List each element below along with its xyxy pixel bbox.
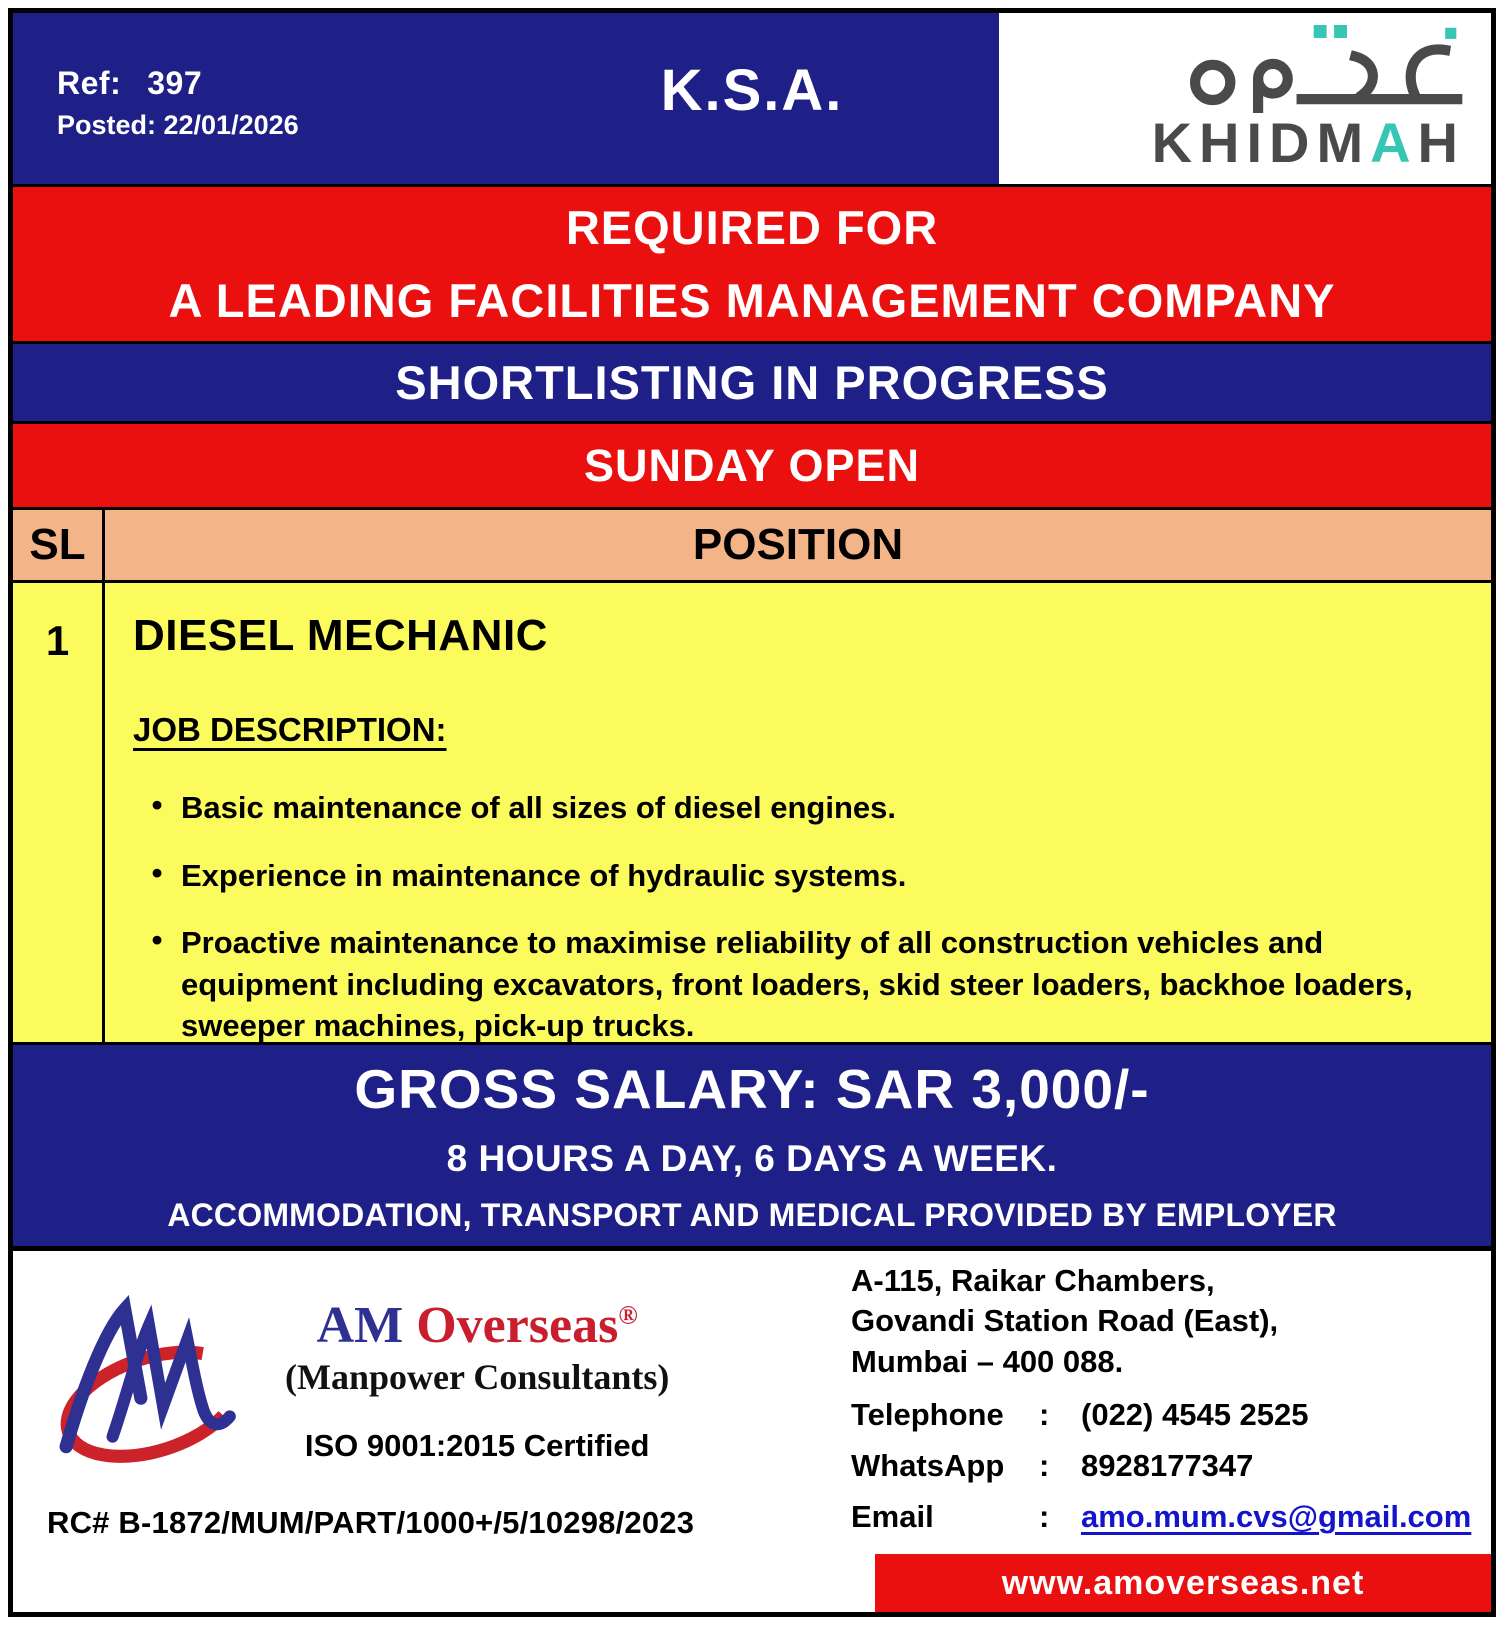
khidmah-text-right: H <box>1417 110 1465 174</box>
email-link[interactable]: amo.mum.cvs@gmail.com <box>1081 1498 1472 1534</box>
benefits-text: ACCOMMODATION, TRANSPORT AND MEDICAL PROVIDED BY EMPLOYER <box>167 1197 1337 1233</box>
footer <box>13 1251 1491 1612</box>
whatsapp-label: WhatsApp <box>851 1447 1005 1483</box>
required-line1: REQUIRED FOR <box>565 201 939 254</box>
bullet-text: Proactive maintenance to maximise reliability of all construction vehicles and equipment including excavators, front loaders, skid steer loaders, backhoe loaders, sweeper machines, pick-up trucks. <box>181 925 1413 1044</box>
required-line2: A LEADING FACILITIES MANAGEMENT COMPANY <box>168 274 1336 327</box>
row-serial-number: 1 <box>13 583 105 1042</box>
sunday-open-text: SUNDAY OPEN <box>583 439 921 491</box>
agency-name-am: AM <box>316 1297 404 1354</box>
telephone-row <box>851 1397 1491 1433</box>
gross-salary-text: GROSS SALARY: SAR 3,000/- <box>354 1058 1150 1120</box>
row-position-cell <box>105 583 1491 1042</box>
job-description-list <box>133 787 1465 1047</box>
table-row <box>13 583 1491 1045</box>
iso-certification: ISO 9001:2015 Certified <box>304 1427 650 1463</box>
country-title: K.S.A. <box>660 58 844 123</box>
email-label: Email <box>851 1498 934 1534</box>
khidmah-arabic-logo <box>1179 25 1465 113</box>
column-header-sl: SL <box>13 510 105 580</box>
address-line: Govandi Station Road (East), <box>851 1303 1279 1339</box>
website-bar[interactable] <box>875 1554 1491 1612</box>
bullet-text: Basic maintenance of all sizes of diesel engines. <box>181 790 896 825</box>
agency-subtitle: (Manpower Consultants) <box>285 1356 670 1397</box>
whatsapp-row <box>851 1448 1491 1484</box>
posted-date: Posted: 22/01/2026 <box>57 110 299 140</box>
contact-block <box>805 1251 1491 1612</box>
address-line: A-115, Raikar Chambers, <box>851 1263 1215 1298</box>
agency-name-block <box>285 1299 669 1464</box>
email-row <box>851 1499 1491 1535</box>
registered-trademark-icon: ® <box>618 1300 638 1330</box>
agency-block <box>13 1251 805 1612</box>
ref-block <box>13 13 299 184</box>
separator: : <box>1039 1447 1050 1483</box>
header <box>13 13 1491 187</box>
table-header-row <box>13 510 1491 583</box>
bullet-text: Experience in maintenance of hydraulic systems. <box>181 857 907 893</box>
column-header-position: POSITION <box>692 520 904 569</box>
telephone-number: (022) 4545 2525 <box>1081 1396 1309 1432</box>
shortlisting-banner <box>13 344 1491 424</box>
khidmah-accent-letter: A <box>1370 110 1418 174</box>
shortlisting-text: SHORTLISTING IN PROGRESS <box>395 356 1109 409</box>
khidmah-text-left: KHIDM <box>1151 110 1371 174</box>
agency-name <box>285 1299 669 1354</box>
ref-label: Ref: <box>57 65 122 101</box>
am-overseas-monogram-logo <box>47 1283 259 1475</box>
working-hours-text: 8 HOURS A DAY, 6 DAYS A WEEK. <box>446 1138 1058 1179</box>
poster-frame <box>8 8 1496 1617</box>
rc-number: RC# B-1872/MUM/PART/1000+/5/10298/2023 <box>47 1505 695 1540</box>
whatsapp-number: 8928177347 <box>1081 1447 1254 1483</box>
telephone-label: Telephone <box>851 1396 1004 1432</box>
bullet-icon <box>133 855 181 897</box>
ref-line <box>57 65 299 102</box>
website-url[interactable]: www.amoverseas.net <box>1001 1563 1365 1602</box>
position-title: DIESEL MECHANIC <box>133 611 548 660</box>
required-banner <box>13 187 1491 344</box>
bullet-icon <box>133 787 181 829</box>
sunday-open-banner <box>13 424 1491 510</box>
salary-banner <box>13 1045 1491 1251</box>
bullet-icon <box>133 922 181 1047</box>
list-item <box>133 922 1465 1047</box>
address-line: Mumbai – 400 088. <box>851 1343 1124 1379</box>
separator: : <box>1039 1498 1050 1534</box>
agency-address <box>851 1261 1491 1382</box>
job-description-heading: JOB DESCRIPTION: <box>133 711 447 748</box>
agency-logo-row <box>47 1283 805 1475</box>
khidmah-logo-box <box>999 13 1491 184</box>
ref-value: 397 <box>147 65 203 101</box>
agency-name-overseas: Overseas <box>416 1297 619 1354</box>
separator: : <box>1039 1396 1050 1432</box>
khidmah-wordmark <box>1151 110 1465 174</box>
list-item <box>133 855 1465 897</box>
list-item <box>133 787 1465 829</box>
